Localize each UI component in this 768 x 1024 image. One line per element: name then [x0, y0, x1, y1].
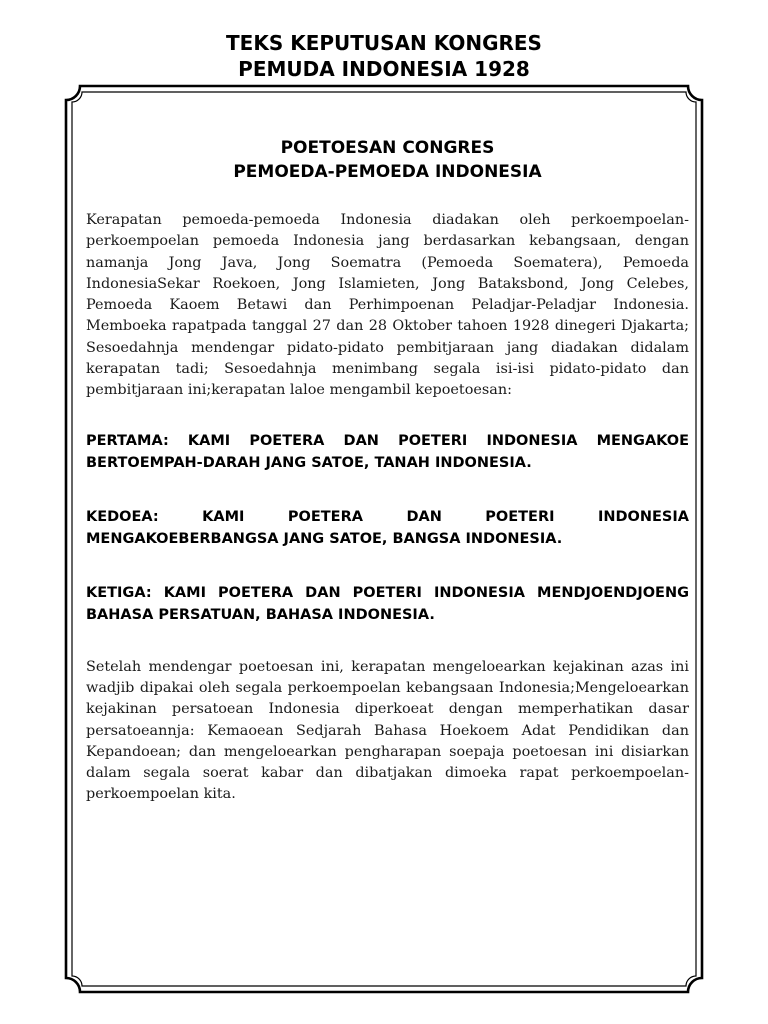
first-pledge: PERTAMA: KAMI POETERA DAN POETERI INDONESIA MENGAKOE BERTOEMPAH-DARAH JANG SATOE, TANAH INDONESIA. [86, 432, 689, 471]
intro-paragraph: Kerapatan pemoeda-pemoeda Indonesia diadakan oleh perkoempoelan- perkoempoelan pemoeda Indonesia jang berdasarkan kebangsaan, dengan namanja Jong Java, Jong Soematra (Pemoeda Soematera), Pemoeda IndonesiaSekar Roekoen, Jong Islamieten, Jong Bataksbond, Jong Celebes, Pemoeda Kaoem Betawi dan Perhimpoenan Peladjar-Peladjar Indonesia. Memboeka rapatpada tanggal 27 dan 28 Oktober tahoen 1928 dinegeri Djakarta; Sesoedahnja mendengar pidato-pidato pembitjaraan jang diadakan didalam kerapatan tadi; Sesoedahnja menimbang segala isi-isi pidato-pidato dan pembitjaraan ini;kerapatan laloe mengambil kepoetoesan: [86, 212, 689, 399]
closing-paragraph: Setelah mendengar poetoesan ini, kerapatan mengeloearkan kejakinan azas ini wadjib dipakai oleh segala perkoempoelan kebangsaan Indonesia;Mengeloearkan kejakinan persatoean Indonesia diperkoeat dengan memperhatikan dasar persatoeannja: Kemaoean Sedjarah Bahasa Hoekoem Adat Pendidikan dan Kepandoean; dan mengeloearkan pengharapan soepaja poetoesan ini disiarkan dalam segala soerat kabar dan dibatjakan dimoeka rapat perkoempoelan-perkoempoelan kita. [86, 658, 689, 803]
third-pledge: KETIGA: KAMI POETERA DAN POETERI INDONESIA MENDJOENDJOENG BAHASA PERSATUAN, BAHASA INDONESIA. [86, 584, 689, 623]
decision-text-body [86, 136, 689, 806]
document-title-line-2: PEMUDA INDONESIA 1928 [238, 57, 530, 81]
decision-heading-line-2: PEMOEDA-PEMOEDA INDONESIA [233, 162, 542, 182]
document-title-line-1: TEKS KEPUTUSAN KONGRES [226, 31, 542, 55]
decision-heading [86, 136, 689, 184]
decision-heading-line-1: POETOESAN CONGRES [280, 138, 495, 158]
second-pledge: KEDOEA: KAMI POETERA DAN POETERI INDONESIA MENGAKOEBERBANGSA JANG SATOE, BANGSA INDONESIA. [86, 508, 689, 547]
